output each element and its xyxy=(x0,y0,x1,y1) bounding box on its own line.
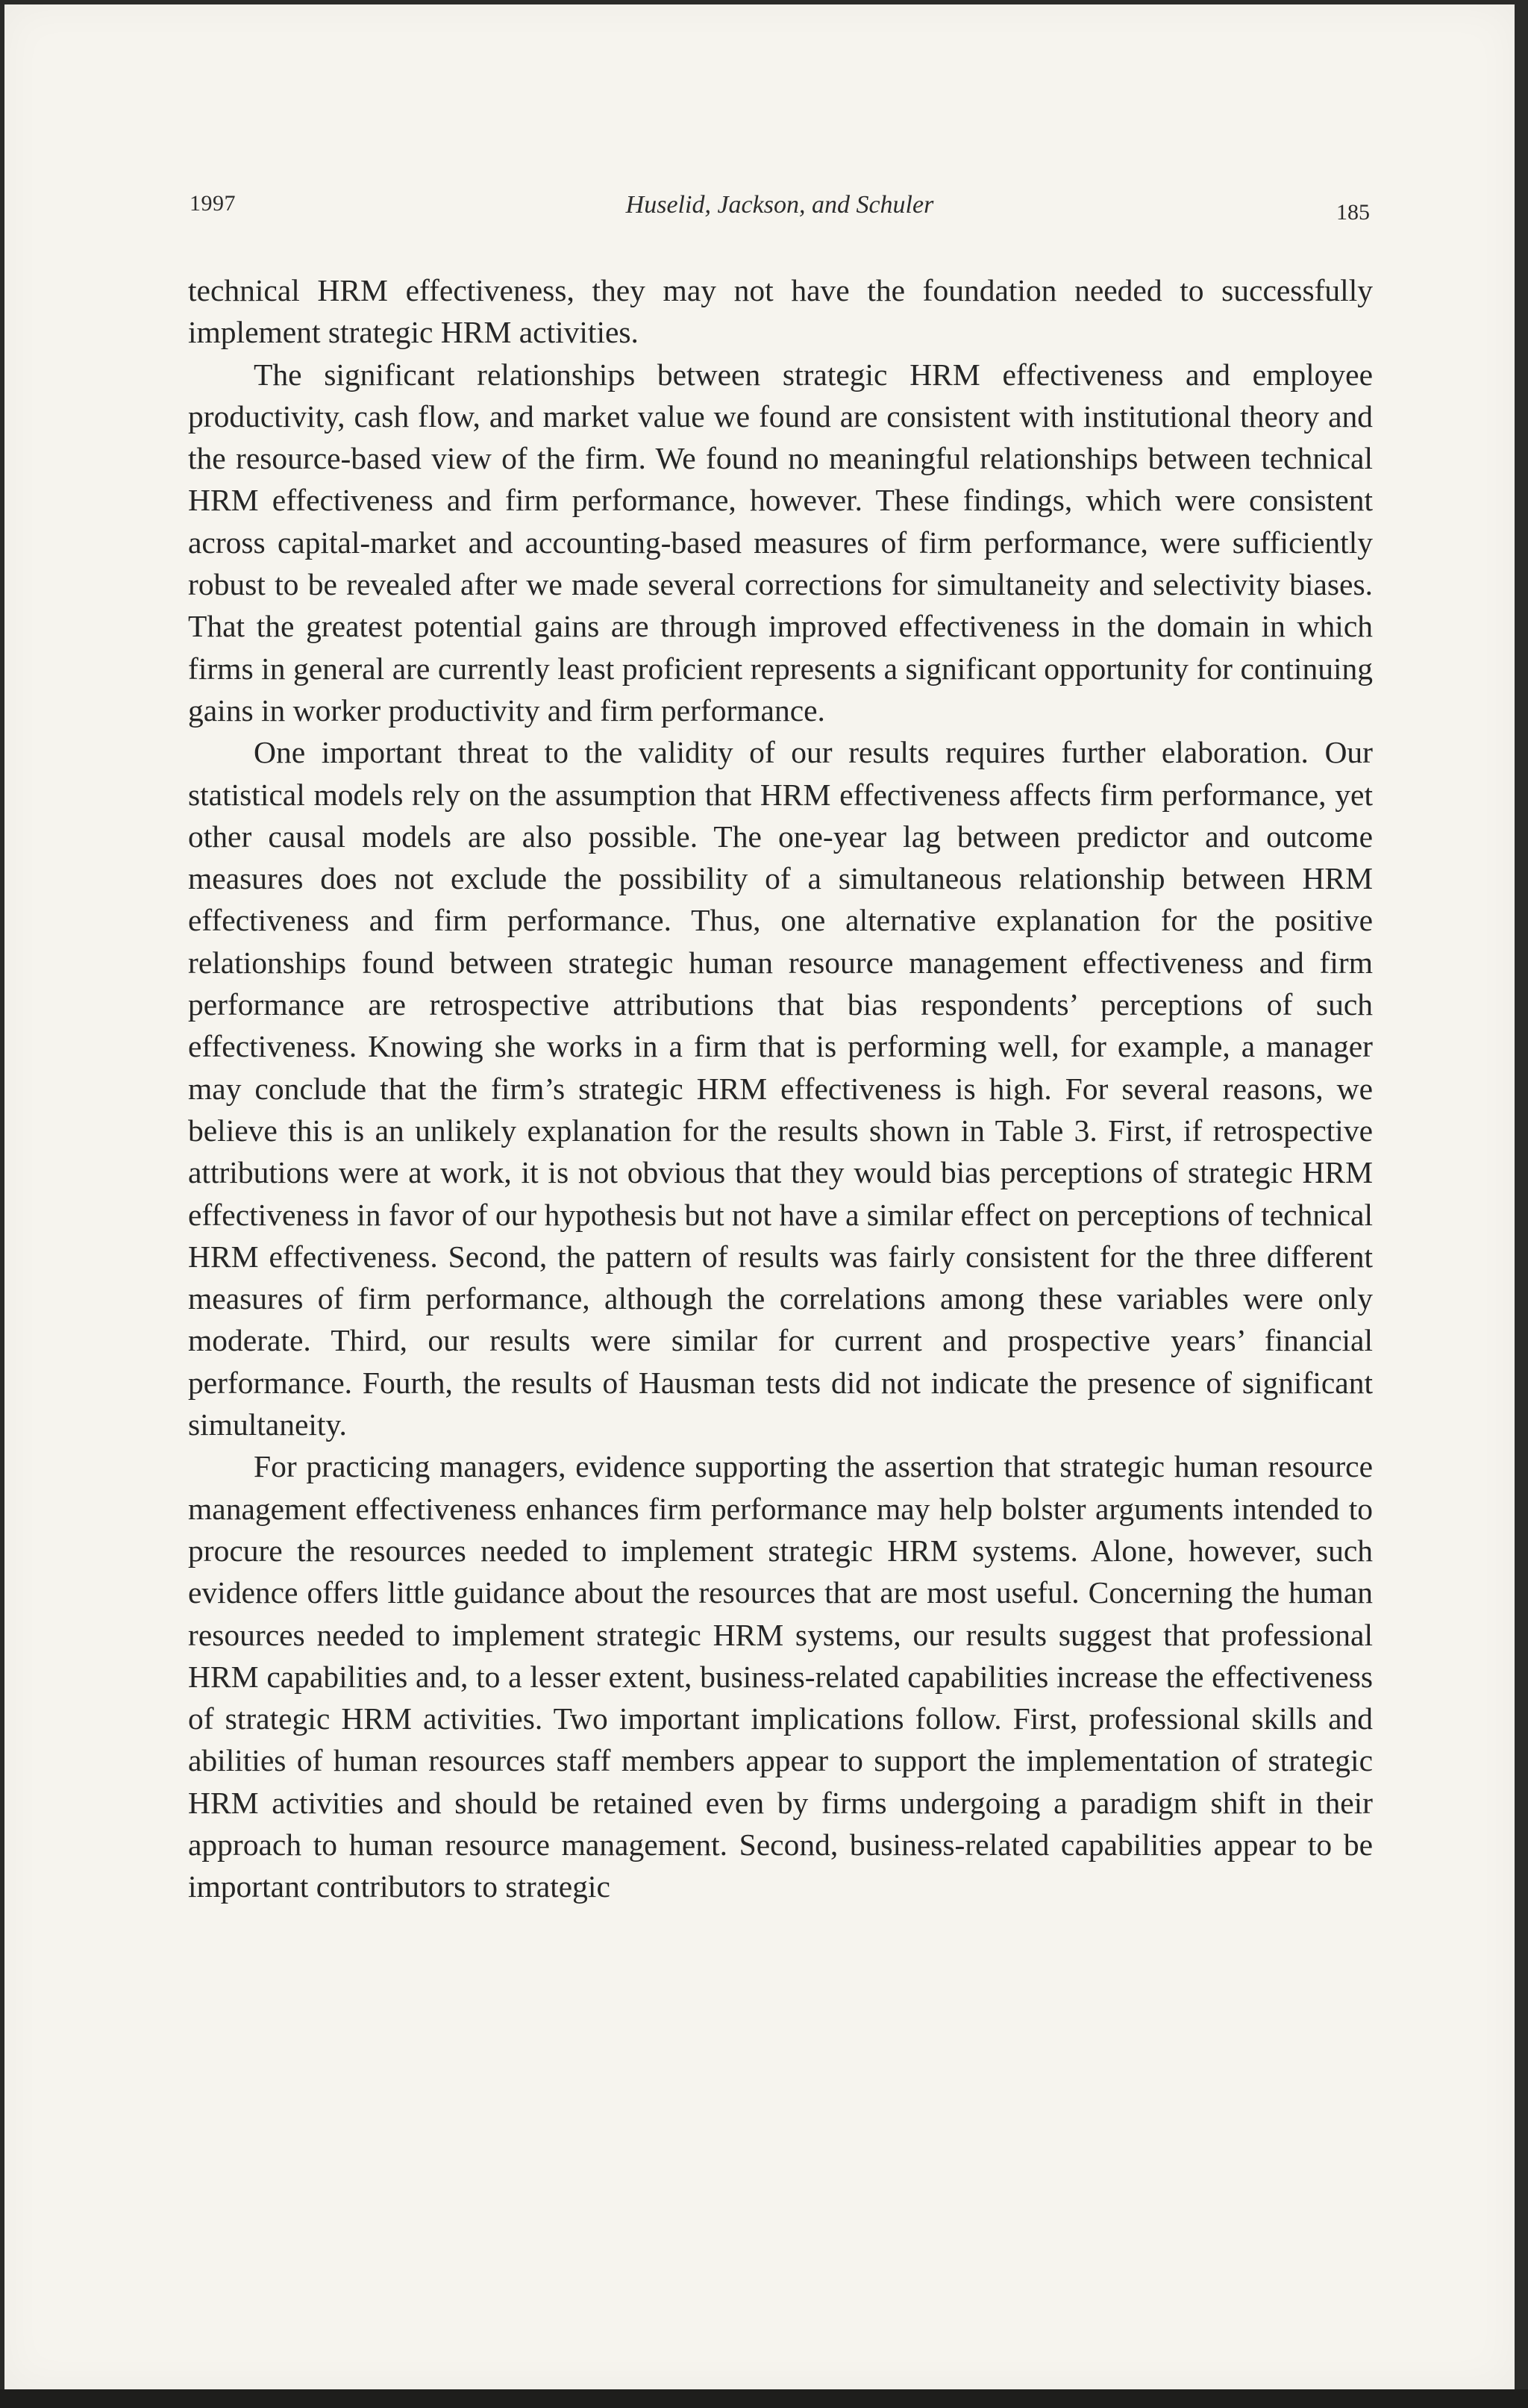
paragraph-practicing-managers: For practicing managers, evidence supporting the assertion that strategic human resource management effectiveness enhances firm performance may help bolster arguments intended to procure the resources needed to implement strategic HRM systems. Alone, however, such evidence offers little guidance about the resources that are most useful. Concerning the human resources needed to implement strategic HRM systems, our results suggest that professional HRM capabilities and, to a lesser extent, business-related capabilities increase the effectiveness of strategic HRM activities. Two important implications follow. First, professional skills and abilities of human resources staff members appear to support the implementation of strategic HRM activities and should be retained even by firms undergoing a paradigm shift in their approach to human resource management. Second, business-related capabilities appear to be important contributors to strategic xyxy=(188,1449,1373,1904)
running-header xyxy=(190,191,1370,228)
header-authors: Huselid, Jackson, and Schuler xyxy=(625,191,934,219)
scan-edge-right xyxy=(1515,0,1528,2408)
scan-edge-bottom xyxy=(0,2389,1528,2408)
header-year: 1997 xyxy=(190,191,236,216)
paragraph-continuation: technical HRM effectiveness, they may not have the foundation needed to successfully implement strategic HRM activities. xyxy=(188,273,1373,350)
paragraph-validity-threat: One important threat to the validity of our results requires further elaboration. Our statistical models rely on the assumption that HRM effectiveness affects firm performance, yet other causal models are also possible. The one-year lag between predictor and outcome measures does not exclude the possibility of a simultaneous relationship between HRM effectiveness and firm performance. Thus, one alternative explanation for the positive relationships found between strategic human resource management effectiveness and firm performance are retrospective attributions that bias respondents’ perceptions of such effectiveness. Knowing she works in a firm that is performing well, for example, a manager may conclude that the firm’s strategic HRM effectiveness is high. For several reasons, we believe this is an unlikely explanation for the results shown in Table 3. First, if retrospective attributions were at work, it is not obvious that they would bias perceptions of strategic HRM effectiveness in favor of our hypothesis but not have a similar effect on perceptions of technical HRM effectiveness. Second, the pattern of results was fairly consistent for the three different measures of firm performance, although the correlations among these variables were only moderate. Third, our results were similar for current and prospective years’ financial performance. Fourth, the results of Hausman tests did not indicate the presence of significant simultaneity. xyxy=(188,735,1373,1442)
paragraph-findings: The significant relationships between strategic HRM effectiveness and employee productivity, cash flow, and market value we found are consistent with institutional theory and the resource-based view of the firm. We found no meaningful relationships between technical HRM effectiveness and firm performance, however. These findings, which were consistent across capital-market and accounting-based measures of firm performance, were sufficiently robust to be revealed after we made several corrections for simultaneity and selectivity biases. That the greatest potential gains are through improved effectiveness in the domain in which firms in general are currently least proficient represents a significant opportunity for continuing gains in worker productivity and firm performance. xyxy=(188,357,1373,728)
page-number: 185 xyxy=(1336,200,1370,225)
journal-page xyxy=(4,4,1515,2389)
body-text xyxy=(188,269,1373,1908)
